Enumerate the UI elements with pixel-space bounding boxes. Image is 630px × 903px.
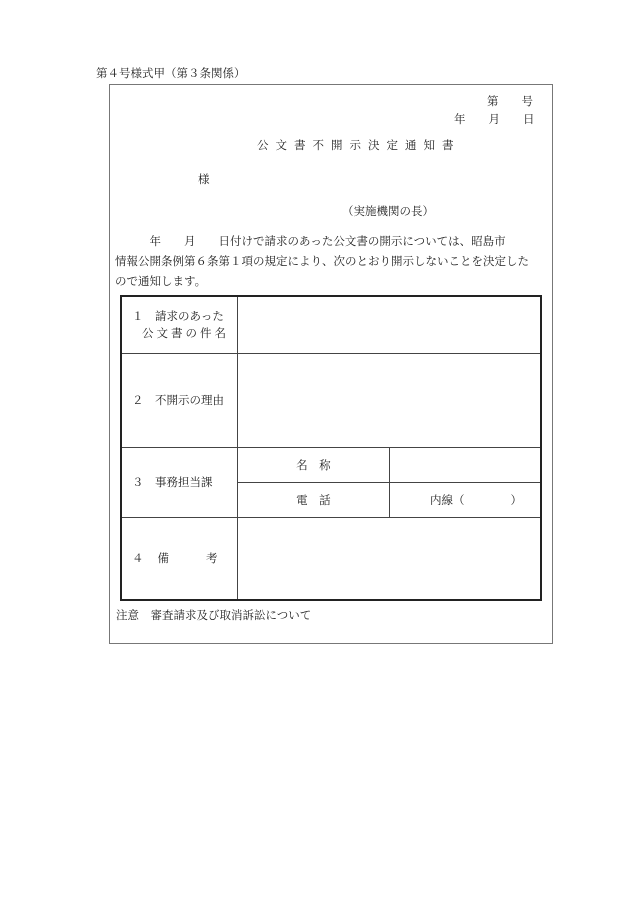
form-number-label: 第４号様式甲（第３条関係） [96, 66, 246, 80]
row-remarks-label: ４ 備 考 [121, 517, 238, 600]
addressee-suffix: 様 [198, 172, 210, 186]
body-line-3: ので通知します。 [115, 274, 207, 288]
department-phone-label: 電 話 [238, 482, 390, 517]
document-date: 年 月 日 [454, 112, 535, 126]
remarks-field[interactable] [238, 517, 542, 600]
body-line-2: 情報公開条例第６条第１項の規定により、次のとおり開示しないことを決定した [115, 254, 529, 268]
footer-note: 注意 審査請求及び取消訴訟について [116, 608, 312, 622]
document-title: 公文書不開示決定通知書 [257, 138, 461, 152]
reason-field[interactable] [238, 353, 542, 447]
notice-table [120, 295, 542, 601]
row-document-name-label: １ 請求のあった 公文書の件名 [121, 296, 238, 353]
sender-label: （実施機関の長） [342, 204, 434, 218]
department-name-field[interactable] [389, 447, 541, 482]
department-name-label: 名 称 [238, 447, 390, 482]
document-number: 第 号 [487, 94, 533, 108]
body-paragraph [115, 231, 551, 291]
body-line-1: 年 月 日付けで請求のあった公文書の開示については、昭島市 [115, 234, 506, 248]
row-department-label: ３ 事務担当課 [121, 447, 238, 517]
row-reason-label: ２ 不開示の理由 [121, 353, 238, 447]
document-name-field[interactable] [238, 296, 542, 353]
department-phone-field[interactable]: 内線（ ） [389, 482, 541, 517]
